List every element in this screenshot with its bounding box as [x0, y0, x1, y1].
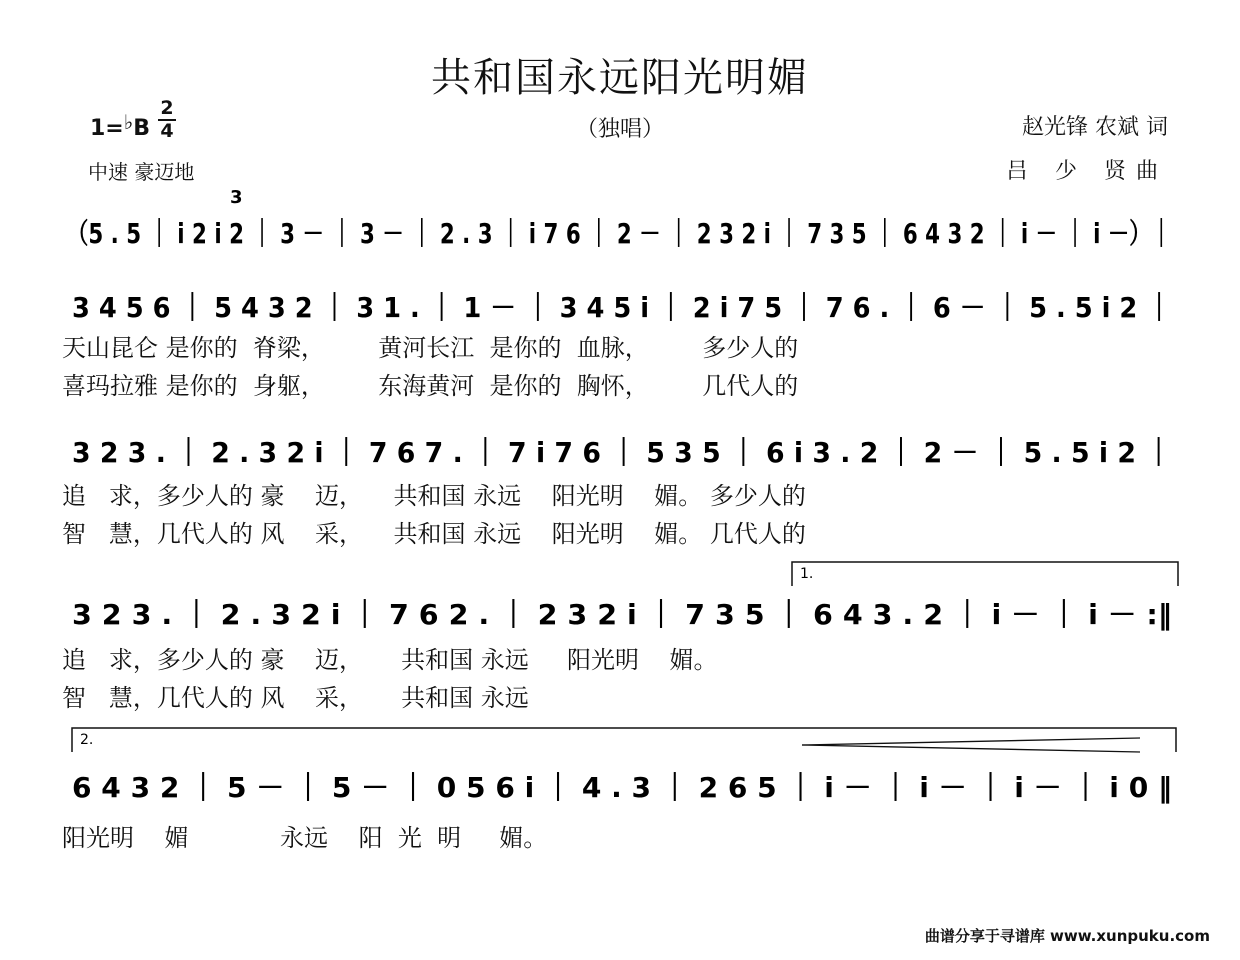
decrescendo-mark	[800, 736, 1150, 756]
row-3-notes: 3 2 3 . ｜ 2 . 3 2 i ｜ 7 6 7 . ｜ 7 i 7 6 ｜ 5 3 5 ｜ 6 i 3 . 2 ｜ 2 － ｜ 5 . 5 i 2 ｜	[72, 436, 1172, 469]
row-5-notes: 6 4 3 2 ｜ 5 － ｜ 5 － ｜ 0 5 6 i ｜ 4 . 3 ｜ 2 6 5 ｜ i － ｜ i － ｜ i － ｜ i 0 ‖	[72, 771, 1172, 804]
row-5-staff	[62, 765, 1182, 825]
performance-mode: （独唱）	[575, 117, 664, 142]
tuplet-mark: 3	[230, 187, 243, 208]
row-4-lyrics-verse-2: 智 慧，几代人的 风 采， 共和国 永远	[62, 684, 529, 712]
song-title: 共和国永远阳光明媚	[431, 55, 809, 101]
volta-1-label: 1.	[800, 566, 814, 582]
score-row-1	[62, 187, 1182, 265]
row-5-lyrics: 阳光明 媚 永远 阳 光 明 媚。	[62, 824, 548, 852]
row-4-lyrics-verse-1: 追 求，多少人的 豪 迈， 共和国 永远 阳光明 媚。	[62, 646, 718, 674]
row-3-lyrics-verse-2: 智 慧，几代人的 风 采， 共和国 永远 阳光明 媚。 几代人的	[62, 520, 806, 548]
tempo-marking: 中速 豪迈地	[88, 160, 195, 184]
row-4-notes: 3 2 3 . ｜ 2 . 3 2 i ｜ 7 6 2 . ｜ 2 3 2 i ｜ 7 3 5 ｜ 6 4 3 . 2 ｜ i － ｜ i － :‖	[72, 598, 1172, 631]
volta-1-bracket	[790, 558, 1190, 588]
source-footer: 曲谱分享于寻谱库 www.xunpuku.com	[924, 927, 1210, 945]
key-note: B	[133, 116, 150, 141]
key-prefix: 1=	[90, 116, 124, 141]
score-row-5	[62, 765, 1182, 825]
flat-symbol: ♭	[123, 110, 134, 134]
row-2-lyrics-verse-1: 天山昆仑 是你的 脊梁， 黄河长江 是你的 血脉， 多少人的	[62, 334, 799, 362]
row-3-lyrics-verse-1: 追 求，多少人的 豪 迈， 共和国 永远 阳光明 媚。 多少人的	[62, 482, 806, 510]
time-top: 2	[160, 97, 174, 119]
row-2-lyrics-verse-2: 喜玛拉雅 是你的 身躯， 东海黄河 是你的 胸怀， 几代人的	[62, 372, 799, 400]
row-1-staff	[62, 187, 1182, 265]
time-bottom: 4	[160, 120, 174, 142]
composer: 吕 少 贤曲	[1006, 159, 1168, 184]
lyricist: 赵光锋 农斌 词	[1022, 115, 1168, 140]
row-2-notes: 3 4 5 6 ｜ 5 4 3 2 ｜ 3 1 . ｜ 1 － ｜ 3 4 5 i ｜ 2 i 7 5 ｜ 7 6 . ｜ 6 － ｜ 5 . 5 i 2 ｜	[72, 291, 1172, 324]
volta-2-label: 2.	[80, 732, 94, 748]
row-1-notes: （5 . 5 ｜ i 2 i 2 ｜ 3 － ｜ 3 － ｜ 2 . 3 ｜ i 7 6 ｜ 2 － ｜ 2 3 2 i ｜ 7 3 5 ｜ 6 4 3 2 ｜ i － ｜ i －）｜	[67, 217, 1172, 250]
